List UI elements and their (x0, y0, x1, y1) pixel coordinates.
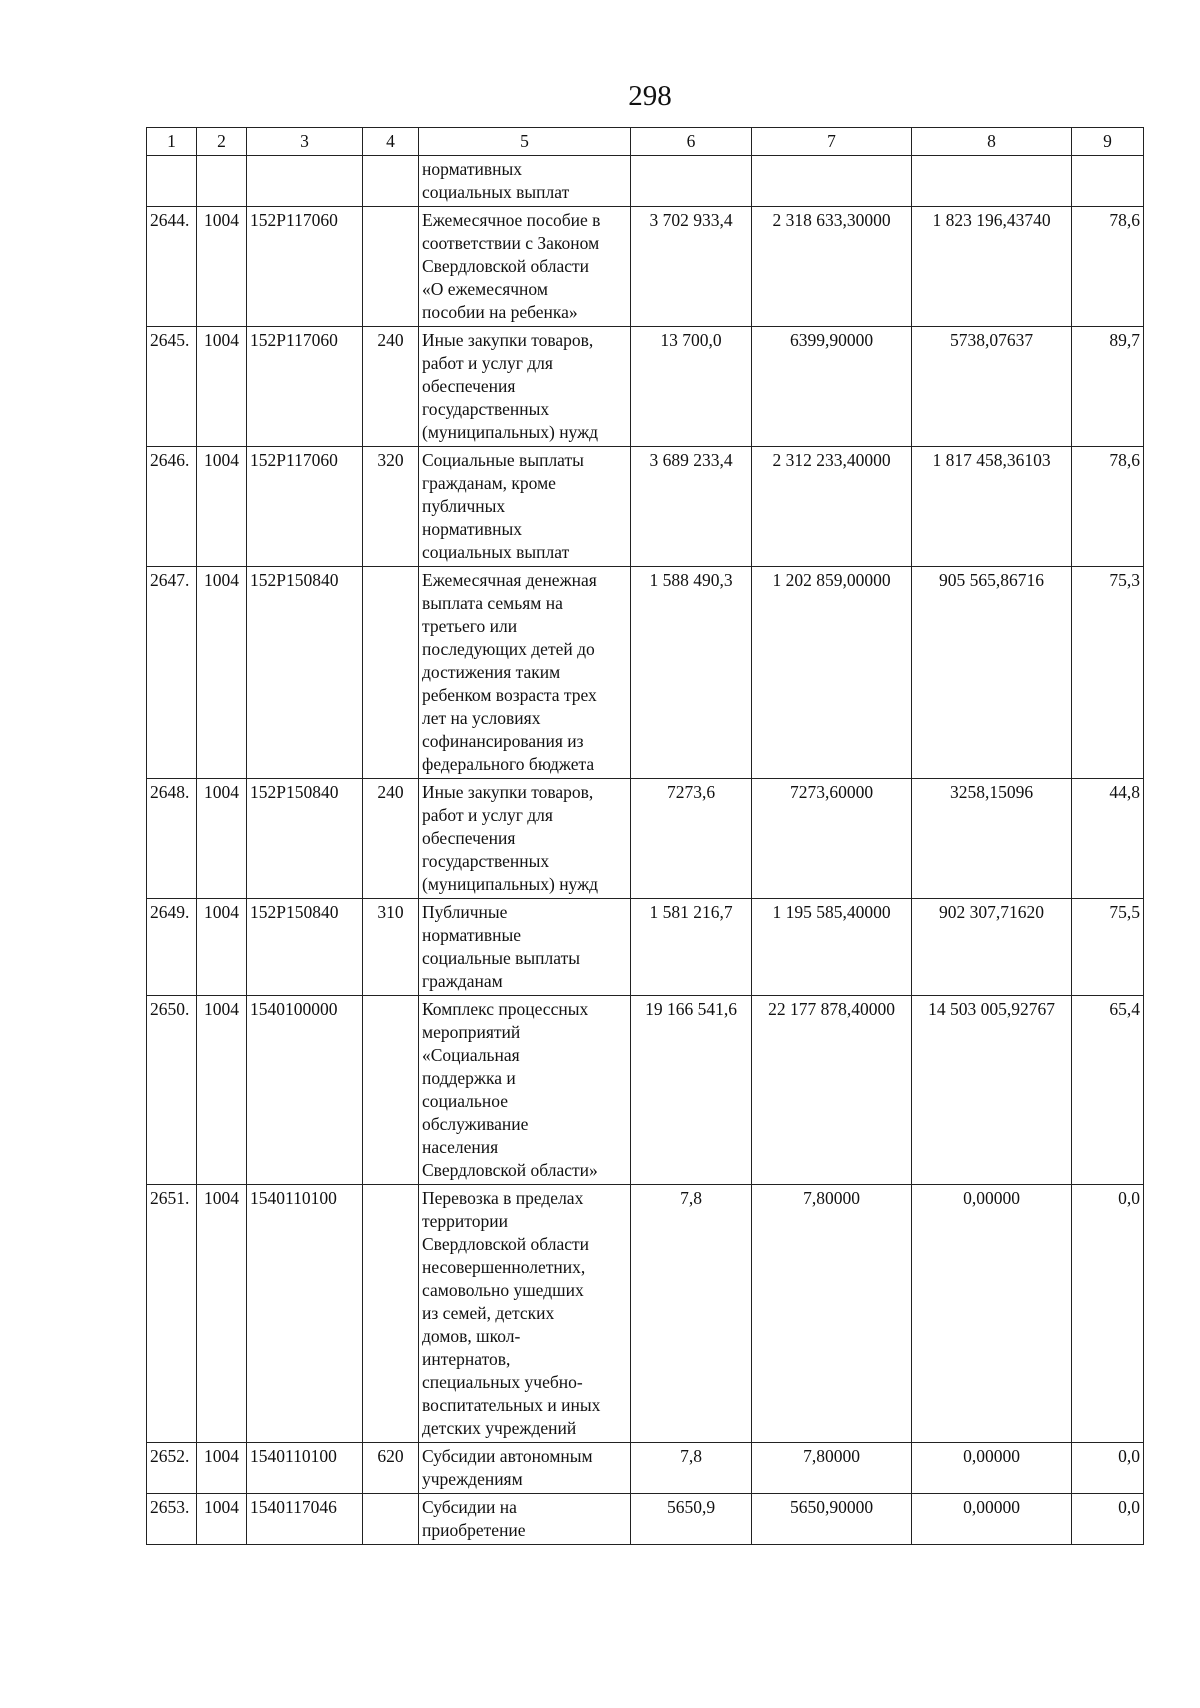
expense-type-cell (363, 156, 419, 207)
description-line: социальных выплат (422, 182, 570, 202)
table-row (147, 156, 1144, 207)
description-line: федерального бюджета (422, 754, 595, 774)
column-header: 1 (147, 128, 197, 156)
table-row (147, 447, 1144, 567)
section-code-cell: 1004 (197, 1494, 247, 1545)
planned-amount-cell: 1 581 216,7 (631, 899, 752, 996)
header-row (147, 128, 1144, 156)
description-line: Социальные выплаты (422, 450, 584, 470)
description-line: приобретение (422, 1520, 526, 1540)
execution-percent-cell: 0,0 (1072, 1494, 1144, 1545)
row-number-cell: 2653. (147, 1494, 197, 1545)
execution-percent-cell: 65,4 (1072, 996, 1144, 1185)
table-row (147, 779, 1144, 899)
section-code-cell: 1004 (197, 1185, 247, 1443)
row-number-cell: 2645. (147, 327, 197, 447)
executed-amount-cell: 0,00000 (912, 1494, 1072, 1545)
planned-amount-cell: 7,8 (631, 1185, 752, 1443)
description-line: несовершеннолетних, (422, 1257, 586, 1277)
expense-type-cell: 320 (363, 447, 419, 567)
approved-amount-cell: 1 195 585,40000 (752, 899, 912, 996)
approved-amount-cell: 7,80000 (752, 1443, 912, 1494)
description-line: нормативные (422, 925, 522, 945)
executed-amount-cell: 0,00000 (912, 1443, 1072, 1494)
table-row (147, 327, 1144, 447)
target-item-cell: 152P150840 (247, 567, 363, 779)
column-header: 3 (247, 128, 363, 156)
section-code-cell: 1004 (197, 1443, 247, 1494)
description-cell (419, 327, 631, 447)
executed-amount-cell: 1 817 458,36103 (912, 447, 1072, 567)
description-cell (419, 1443, 631, 1494)
execution-percent-cell: 44,8 (1072, 779, 1144, 899)
description-cell (419, 779, 631, 899)
column-header: 8 (912, 128, 1072, 156)
description-line: публичных (422, 496, 506, 516)
planned-amount-cell: 3 702 933,4 (631, 207, 752, 327)
description-line: софинансирования из (422, 731, 584, 751)
approved-amount-cell: 2 312 233,40000 (752, 447, 912, 567)
table-body (147, 156, 1144, 1545)
description-line: третьего или (422, 616, 518, 636)
expense-type-cell (363, 996, 419, 1185)
row-number-cell: 2652. (147, 1443, 197, 1494)
description-line: государственных (422, 851, 550, 871)
description-line: специальных учебно- (422, 1372, 583, 1392)
description-line: Свердловской области (422, 256, 590, 276)
execution-percent-cell: 78,6 (1072, 207, 1144, 327)
expense-type-cell: 240 (363, 779, 419, 899)
table-row (147, 207, 1144, 327)
description-line: Ежемесячное пособие в (422, 210, 601, 230)
executed-amount-cell: 902 307,71620 (912, 899, 1072, 996)
description-line: Ежемесячная денежная (422, 570, 597, 590)
table-row (147, 1494, 1144, 1545)
target-item-cell: 1540110100 (247, 1443, 363, 1494)
description-line: нормативных (422, 159, 523, 179)
description-line: Свердловской области» (422, 1160, 598, 1180)
page-number: 298 (628, 80, 672, 112)
description-line: населения (422, 1137, 499, 1157)
description-line: социальных выплат (422, 542, 570, 562)
description-line: последующих детей до (422, 639, 595, 659)
section-code-cell (197, 156, 247, 207)
description-line: «О ежемесячном (422, 279, 548, 299)
description-line: Комплекс процессных (422, 999, 589, 1019)
description-cell (419, 567, 631, 779)
table-row (147, 996, 1144, 1185)
target-item-cell: 152P117060 (247, 327, 363, 447)
description-line: социальные выплаты (422, 948, 580, 968)
executed-amount-cell: 1 823 196,43740 (912, 207, 1072, 327)
expense-type-cell: 310 (363, 899, 419, 996)
description-line: гражданам (422, 971, 503, 991)
description-cell (419, 447, 631, 567)
planned-amount-cell: 3 689 233,4 (631, 447, 752, 567)
section-code-cell: 1004 (197, 779, 247, 899)
table-row (147, 1185, 1144, 1443)
description-line: поддержка и (422, 1068, 516, 1088)
description-line: учреждениям (422, 1469, 523, 1489)
approved-amount-cell: 5650,90000 (752, 1494, 912, 1545)
execution-percent-cell: 89,7 (1072, 327, 1144, 447)
description-cell (419, 1185, 631, 1443)
column-header: 4 (363, 128, 419, 156)
target-item-cell: 152P150840 (247, 779, 363, 899)
description-line: Субсидии автономным (422, 1446, 593, 1466)
target-item-cell: 152P150840 (247, 899, 363, 996)
description-line: Публичные (422, 902, 508, 922)
expense-type-cell (363, 1185, 419, 1443)
description-line: «Социальная (422, 1045, 520, 1065)
description-line: ребенком возраста трех (422, 685, 597, 705)
section-code-cell: 1004 (197, 447, 247, 567)
executed-amount-cell (912, 156, 1072, 207)
executed-amount-cell: 5738,07637 (912, 327, 1072, 447)
description-line: Перевозка в пределах (422, 1188, 584, 1208)
approved-amount-cell: 7273,60000 (752, 779, 912, 899)
description-line: соответствии с Законом (422, 233, 600, 253)
row-number-cell: 2651. (147, 1185, 197, 1443)
section-code-cell: 1004 (197, 996, 247, 1185)
expense-type-cell: 240 (363, 327, 419, 447)
execution-percent-cell: 78,6 (1072, 447, 1144, 567)
description-line: выплата семьям на (422, 593, 563, 613)
description-line: работ и услуг для (422, 805, 553, 825)
row-number-cell: 2648. (147, 779, 197, 899)
description-line: социальное (422, 1091, 508, 1111)
description-line: из семей, детских (422, 1303, 555, 1323)
description-line: работ и услуг для (422, 353, 553, 373)
description-line: мероприятий (422, 1022, 521, 1042)
column-header: 6 (631, 128, 752, 156)
section-code-cell: 1004 (197, 567, 247, 779)
description-line: обеспечения (422, 376, 516, 396)
executed-amount-cell: 905 565,86716 (912, 567, 1072, 779)
description-line: лет на условиях (422, 708, 541, 728)
table-row (147, 899, 1144, 996)
section-code-cell: 1004 (197, 207, 247, 327)
description-line: воспитательных и иных (422, 1395, 601, 1415)
column-header: 5 (419, 128, 631, 156)
row-number-cell (147, 156, 197, 207)
description-line: территории (422, 1211, 508, 1231)
approved-amount-cell: 1 202 859,00000 (752, 567, 912, 779)
description-cell (419, 996, 631, 1185)
target-item-cell: 1540100000 (247, 996, 363, 1185)
description-line: Субсидии на (422, 1497, 517, 1517)
description-line: Свердловской области (422, 1234, 590, 1254)
description-line: обеспечения (422, 828, 516, 848)
executed-amount-cell: 14 503 005,92767 (912, 996, 1072, 1185)
section-code-cell: 1004 (197, 327, 247, 447)
approved-amount-cell: 7,80000 (752, 1185, 912, 1443)
expense-type-cell (363, 207, 419, 327)
execution-percent-cell (1072, 156, 1144, 207)
row-number-cell: 2647. (147, 567, 197, 779)
column-header: 7 (752, 128, 912, 156)
planned-amount-cell: 1 588 490,3 (631, 567, 752, 779)
expense-type-cell (363, 567, 419, 779)
description-line: интернатов, (422, 1349, 511, 1369)
execution-percent-cell: 75,5 (1072, 899, 1144, 996)
section-code-cell: 1004 (197, 899, 247, 996)
table-header (147, 128, 1144, 156)
approved-amount-cell: 6399,90000 (752, 327, 912, 447)
description-line: нормативных (422, 519, 523, 539)
budget-table (146, 127, 1144, 1545)
expense-type-cell: 620 (363, 1443, 419, 1494)
row-number-cell: 2650. (147, 996, 197, 1185)
planned-amount-cell: 5650,9 (631, 1494, 752, 1545)
description-cell (419, 899, 631, 996)
planned-amount-cell: 19 166 541,6 (631, 996, 752, 1185)
executed-amount-cell: 0,00000 (912, 1185, 1072, 1443)
row-number-cell: 2646. (147, 447, 197, 567)
description-line: (муниципальных) нужд (422, 874, 599, 894)
description-line: Иные закупки товаров, (422, 782, 594, 802)
column-header: 9 (1072, 128, 1144, 156)
row-number-cell: 2644. (147, 207, 197, 327)
description-line: детских учреждений (422, 1418, 577, 1438)
description-line: гражданам, кроме (422, 473, 556, 493)
executed-amount-cell: 3258,15096 (912, 779, 1072, 899)
approved-amount-cell (752, 156, 912, 207)
execution-percent-cell: 75,3 (1072, 567, 1144, 779)
description-cell (419, 1494, 631, 1545)
expense-type-cell (363, 1494, 419, 1545)
column-header: 2 (197, 128, 247, 156)
row-number-cell: 2649. (147, 899, 197, 996)
description-cell (419, 207, 631, 327)
approved-amount-cell: 2 318 633,30000 (752, 207, 912, 327)
execution-percent-cell: 0,0 (1072, 1443, 1144, 1494)
description-line: самовольно ушедших (422, 1280, 584, 1300)
target-item-cell: 1540110100 (247, 1185, 363, 1443)
target-item-cell: 152P117060 (247, 447, 363, 567)
description-line: домов, школ- (422, 1326, 521, 1346)
planned-amount-cell: 7,8 (631, 1443, 752, 1494)
planned-amount-cell: 13 700,0 (631, 327, 752, 447)
description-line: достижения таким (422, 662, 561, 682)
description-line: Иные закупки товаров, (422, 330, 594, 350)
description-line: (муниципальных) нужд (422, 422, 599, 442)
target-item-cell (247, 156, 363, 207)
description-cell (419, 156, 631, 207)
approved-amount-cell: 22 177 878,40000 (752, 996, 912, 1185)
target-item-cell: 1540117046 (247, 1494, 363, 1545)
execution-percent-cell: 0,0 (1072, 1185, 1144, 1443)
table-row (147, 1443, 1144, 1494)
table-row (147, 567, 1144, 779)
planned-amount-cell: 7273,6 (631, 779, 752, 899)
description-line: пособии на ребенка» (422, 302, 578, 322)
target-item-cell: 152P117060 (247, 207, 363, 327)
description-line: обслуживание (422, 1114, 529, 1134)
description-line: государственных (422, 399, 550, 419)
planned-amount-cell (631, 156, 752, 207)
